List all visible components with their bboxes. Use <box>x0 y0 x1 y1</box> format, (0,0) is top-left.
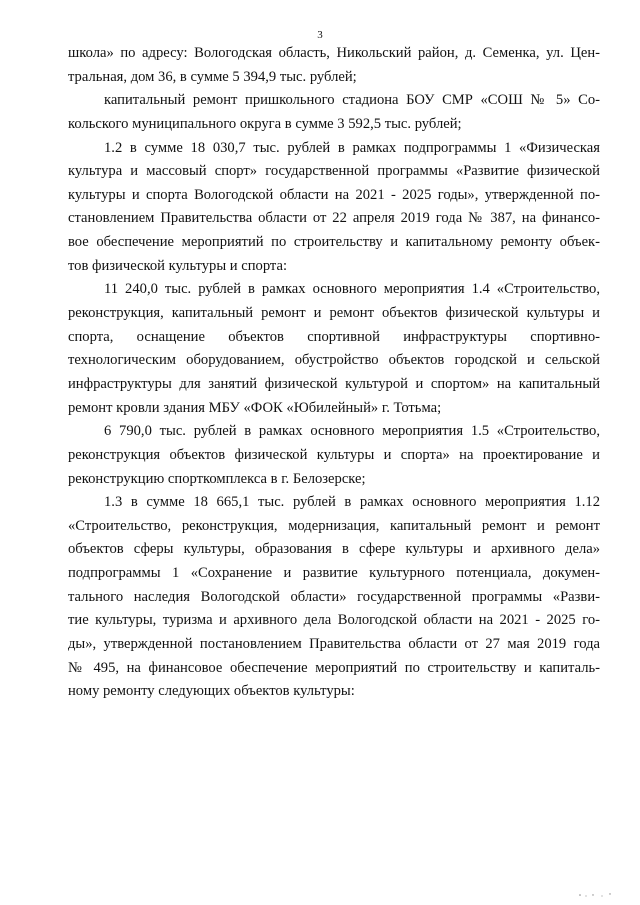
text-line: вое обеспечение мероприятий по строительству и капитальному ремонту объек- <box>68 234 600 251</box>
text-line: культура и массовый спорт» государственной программы «Развитие физической <box>68 163 600 180</box>
page-number: 3 <box>317 29 323 41</box>
text-line: становлением Правительства области от 22 апреля 2019 года № 387, на финансо- <box>68 210 600 227</box>
text-line: ды», утвержденной постановлением Правительства области от 27 мая 2019 года <box>68 636 600 653</box>
text-line: 6 790,0 тыс. рублей в рамках основного мероприятия 1.5 «Строительство, <box>104 423 600 440</box>
text-line: тального наследия Вологодской области» государственной программы «Разви- <box>68 588 600 605</box>
body-text <box>68 42 600 704</box>
scan-artifact-dots <box>576 891 616 899</box>
text-line: кольского муниципального округа в сумме 3 592,5 тыс. рублей; <box>68 115 462 132</box>
text-line: культуры и спорта Вологодской области на 2021 - 2025 годы», утвержденной по- <box>68 186 600 203</box>
text-line: реконструкцию спорткомплекса в г. Белозерске; <box>68 470 366 487</box>
text-line: технологическим оборудованием, обустройство объектов городской и сельской <box>68 352 600 369</box>
text-line: «Строительство, реконструкция, модернизация, капитальный ремонт и ремонт <box>68 517 600 534</box>
text-line: реконструкция объектов физической культуры и спорта» на проектирование и <box>68 446 600 463</box>
text-line: капитальный ремонт пришкольного стадиона БОУ СМР «СОШ № 5» Со- <box>104 92 600 109</box>
text-line: реконструкция, капитальный ремонт и ремонт объектов физической культуры и <box>68 305 600 322</box>
text-line: тральная, дом 36, в сумме 5 394,9 тыс. рублей; <box>68 68 357 85</box>
text-line: 11 240,0 тыс. рублей в рамках основного мероприятия 1.4 «Строительство, <box>104 281 600 298</box>
text-line: объектов сферы культуры, образования в сфере культуры и архивного дела» <box>68 541 600 558</box>
text-line: подпрограммы 1 «Сохранение и развитие культурного потенциала, докумен- <box>68 565 600 582</box>
text-line: школа» по адресу: Вологодская область, Никольский район, д. Семенка, ул. Цен- <box>68 45 600 61</box>
text-line: ному ремонту следующих объектов культуры: <box>68 683 355 700</box>
text-line: спорта, оснащение объектов спортивной инфраструктуры спортивно- <box>68 328 600 345</box>
text-line: тие культуры, туризма и архивного дела Вологодской области на 2021 - 2025 го- <box>68 612 600 629</box>
text-line: № 495, на финансовое обеспечение мероприятий по строительству и капиталь- <box>68 659 600 676</box>
text-line: тов физической культуры и спорта: <box>68 257 288 274</box>
text-line: инфраструктуры для занятий физической культурой и спортом» на капитальный <box>68 375 600 392</box>
text-line: 1.3 в сумме 18 665,1 тыс. рублей в рамках основного мероприятия 1.12 <box>104 494 600 511</box>
text-line: ремонт кровли здания МБУ «ФОК «Юбилейный» г. Тотьма; <box>68 399 442 416</box>
text-line: 1.2 в сумме 18 030,7 тыс. рублей в рамках подпрограммы 1 «Физическая <box>104 139 600 156</box>
